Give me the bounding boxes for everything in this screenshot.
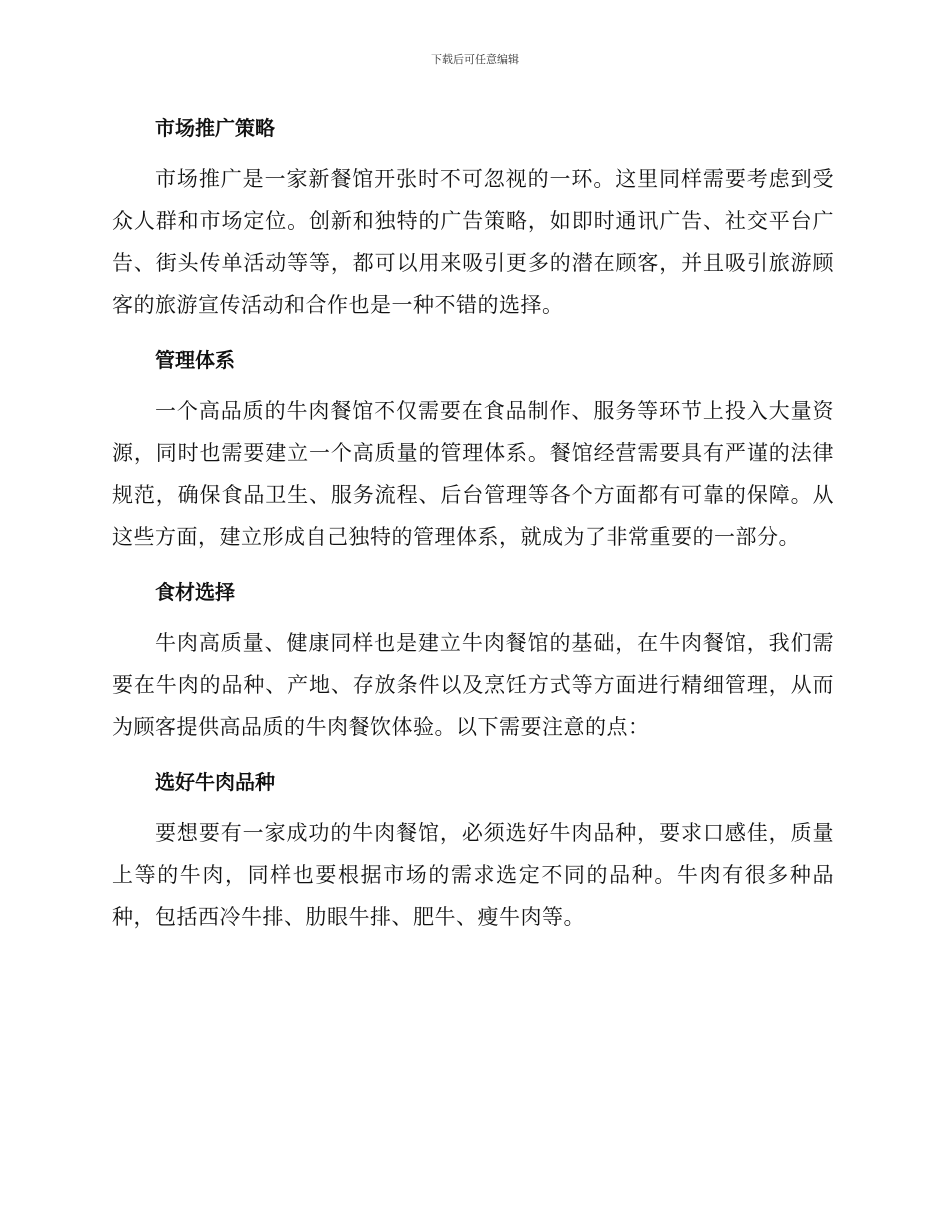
section-ingredients bbox=[112, 572, 834, 748]
section-paragraph: 一个高品质的牛肉餐馆不仅需要在食品制作、服务等环节上投入大量资源，同时也需要建立一个高质量的管理体系。餐馆经营需要具有严谨的法律规范，确保食品卫生、服务流程、后台管理等各个方面都有可靠的保障。从这些方面，建立形成自己独特的管理体系，就成为了非常重要的一部分。 bbox=[112, 399, 834, 549]
section-paragraph: 市场推广是一家新餐馆开张时不可忽视的一环。这里同样需要考虑到受众人群和市场定位。创新和独特的广告策略，如即时通讯广告、社交平台广告、街头传单活动等等，都可以用来吸引更多的潜在顾客，并且吸引旅游顾客的旅游宣传活动和合作也是一种不错的选择。 bbox=[112, 167, 834, 317]
section-marketing bbox=[112, 108, 834, 326]
section-heading: 选好牛肉品种 bbox=[155, 770, 275, 794]
section-heading: 管理体系 bbox=[155, 348, 235, 372]
section-spacer bbox=[112, 326, 834, 340]
section-beef-variety bbox=[112, 762, 834, 938]
section-spacer bbox=[112, 748, 834, 762]
section-paragraph: 要想要有一家成功的牛肉餐馆，必须选好牛肉品种，要求口感佳，质量上等的牛肉，同样也要根据市场的需求选定不同的品种。牛肉有很多种品种，包括西冷牛排、肋眼牛排、肥牛、瘦牛肉等。 bbox=[112, 821, 834, 929]
section-management bbox=[112, 340, 834, 558]
section-heading: 食材选择 bbox=[155, 580, 235, 604]
page-header-note: 下载后可任意编辑 bbox=[431, 53, 519, 66]
section-spacer bbox=[112, 558, 834, 572]
document-content bbox=[112, 108, 834, 938]
section-heading: 市场推广策略 bbox=[155, 116, 275, 140]
section-paragraph: 牛肉高质量、健康同样也是建立牛肉餐馆的基础，在牛肉餐馆，我们需要在牛肉的品种、产地、存放条件以及烹饪方式等方面进行精细管理，从而为顾客提供高品质的牛肉餐饮体验。以下需要注意的点： bbox=[112, 631, 834, 739]
